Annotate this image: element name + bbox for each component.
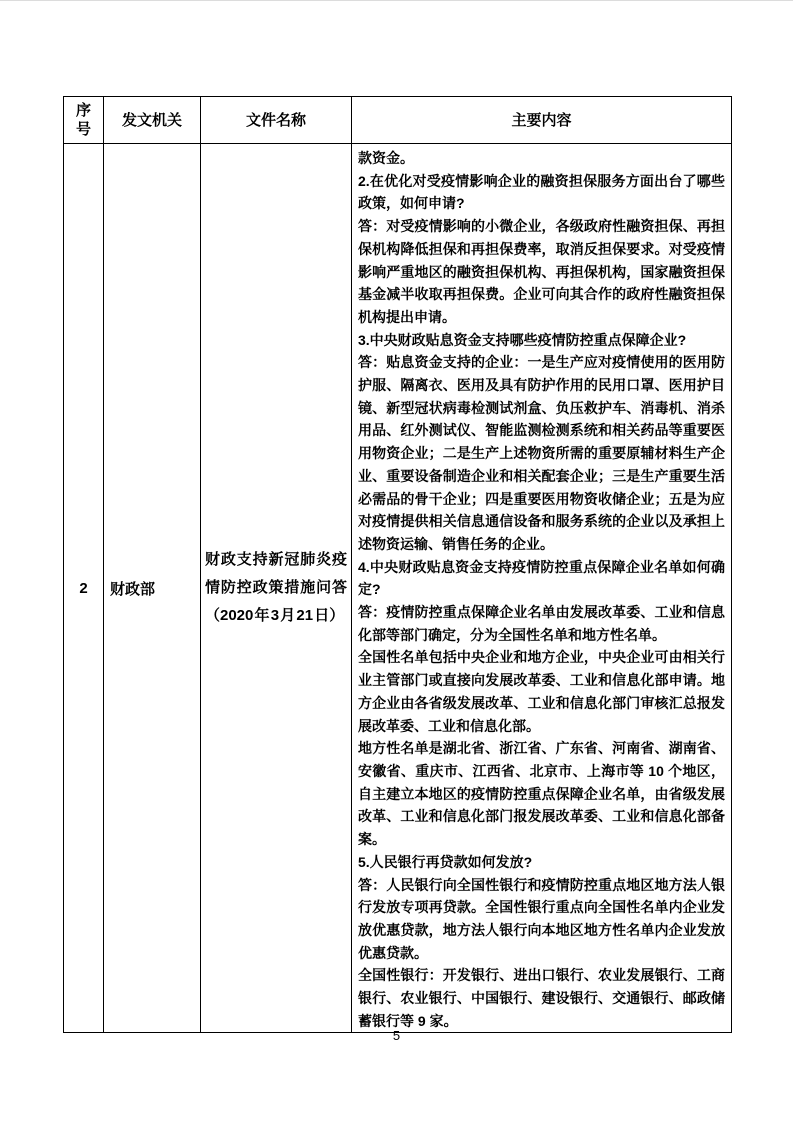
- page-top-edge: [0, 0, 793, 1]
- header-col-document-name: 文件名称: [201, 97, 352, 144]
- header-col-issuing-agency: 发文机关: [104, 97, 201, 144]
- header-col-index: [64, 97, 104, 144]
- content-paragraph: 答：贴息资金支持的企业：一是生产应对疫情使用的医用防护服、隔离衣、医用及具有防护作用的民用口罩、医用护目镜、新型冠状病毒检测试剂盒、负压救护车、消毒机、消杀用品、红外测试仪、智能监测检测系统和相关药品等重要医用物资企业；二是生产上述物资所需的重要原辅材料生产企业、重要设备制造企业和相关配套企业；三是生产重要生活必需品的骨干企业；四是重要医用物资收储企业；五是为应对疫情提供相关信息通信设备和服务系统的企业以及承担上述物资运输、销售任务的企业。: [358, 354, 725, 552]
- content-paragraph: 款资金。: [358, 150, 414, 166]
- content-paragraph: 地方性名单是湖北省、浙江省、广东省、河南省、湖南省、安徽省、重庆市、江西省、北京市、上海市等 10 个地区，自主建立本地区的疫情防控重点保障企业名单，由省级发展改革、工业和信息化部门报发展改革委、工业和信息化部备案。: [358, 740, 725, 848]
- content-paragraph: 3.中央财政贴息资金支持哪些疫情防控重点保障企业?: [358, 331, 687, 348]
- content-paragraph: 答：人民银行向全国性银行和疫情防控重点地区地方法人银行发放专项再贷款。全国性银行重点向全国性名单内企业发放优惠贷款，地方法人银行向本地区地方性名单内企业发放优惠贷款。: [358, 876, 725, 961]
- content-paragraph: 全国性银行：开发银行、进出口银行、农业发展银行、工商银行、农业银行、中国银行、建设银行、交通银行、邮政储蓄银行等 9 家。: [358, 967, 725, 1029]
- header-col-index-label: 序号: [75, 102, 91, 138]
- content-paragraph: 全国性名单包括中央企业和地方企业，中央企业可由相关行业主管部门或直接向发展改革委、工业和信息化部申请。地方企业由各省级发展改革、工业和信息化部门审核汇总报发展改革委、工业和信息化部。: [358, 649, 725, 734]
- cell-main-content: [352, 144, 732, 1033]
- cell-document-name: 财政支持新冠肺炎疫情防控政策措施问答（2020 年 3 月 21 日）: [201, 144, 352, 1033]
- table-header-row: [64, 97, 732, 144]
- cell-issuing-agency: 财政部: [104, 144, 201, 1033]
- content-paragraph: 4.中央财政贴息资金支持疫情防控重点保障企业名单如何确定?: [358, 558, 725, 598]
- content-paragraph: 答：对受疫情影响的小微企业，各级政府性融资担保、再担保机构降低担保和再担保费率，取消反担保要求。对受疫情影响严重地区的融资担保机构、再担保机构，国家融资担保基金减半收取再担保费。企业可向其合作的政府性融资担保机构提出申请。: [358, 218, 725, 325]
- content-paragraph: 2.在优化对受疫情影响企业的融资担保服务方面出台了哪些政策，如何申请?: [358, 172, 725, 212]
- cell-index: 2: [64, 144, 104, 1033]
- page-number: 5: [392, 1028, 401, 1043]
- policy-table: [63, 96, 732, 1033]
- content-paragraph: 答：疫情防控重点保障企业名单由发展改革委、工业和信息化部等部门确定，分为全国性名单和地方性名单。: [358, 604, 725, 643]
- header-col-main-content: 主要内容: [352, 97, 732, 144]
- content-paragraph: 5.人民银行再贷款如何发放?: [358, 853, 533, 870]
- table-row: [64, 144, 732, 1033]
